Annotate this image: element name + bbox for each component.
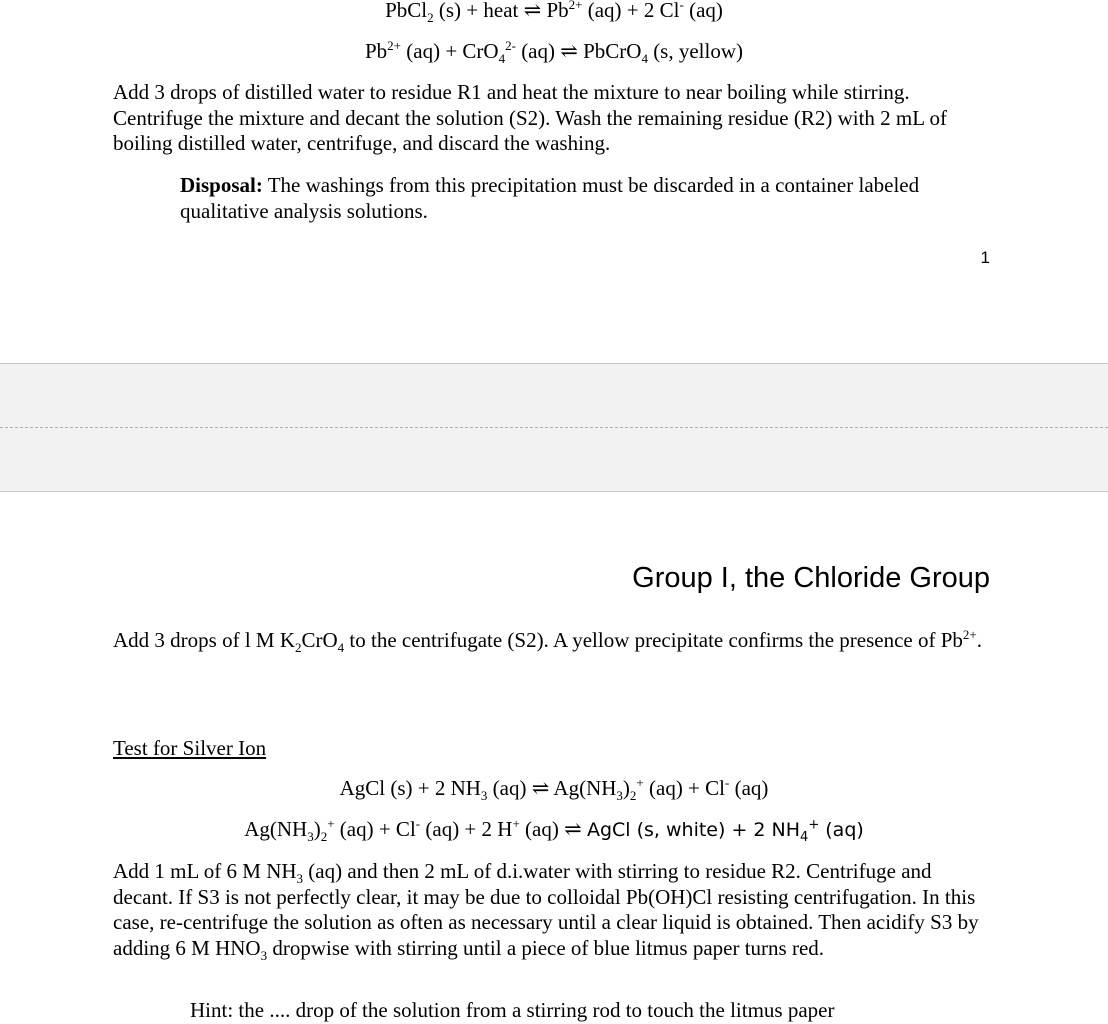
eq-text: (aq) + Cl bbox=[643, 776, 725, 800]
paragraph-k2cro4-test bbox=[113, 628, 993, 654]
eq-sup: 2+ bbox=[568, 0, 583, 12]
equation-agcl-reprecipitation bbox=[0, 817, 1108, 844]
eq-sub: 4 bbox=[800, 829, 809, 845]
eq-text: ) bbox=[622, 776, 630, 800]
eq-text: (s) + heat ⇌ Pb bbox=[433, 0, 569, 22]
para-text: . bbox=[976, 628, 982, 652]
eq-text: AgCl (s) + 2 NH bbox=[339, 776, 481, 800]
page-break-gap bbox=[0, 363, 1108, 492]
eq-text: PbCl bbox=[385, 0, 428, 22]
eq-text: (aq) ⇌ PbCrO bbox=[515, 39, 642, 63]
eq-sub: 2 bbox=[427, 10, 434, 26]
eq-sub: 2 bbox=[320, 829, 328, 845]
eq-text: Ag(NH bbox=[244, 817, 308, 841]
disposal-label: Disposal: bbox=[180, 173, 263, 197]
eq-text: AgCl (s, white) + 2 NH bbox=[586, 819, 801, 841]
page-number: 1 bbox=[980, 248, 990, 267]
eq-text: (aq) bbox=[729, 776, 769, 800]
equation-pbcro4-precipitation bbox=[0, 39, 1108, 65]
eq-text: (aq) ⇌ bbox=[519, 817, 587, 841]
cutoff-hint-line: Hint: the .... drop of the solution from a stirring rod to touch the litmus paper bbox=[190, 998, 835, 1022]
eq-sub: 4 bbox=[641, 51, 648, 67]
eq-sup: - bbox=[415, 816, 421, 831]
eq-sub: 3 bbox=[480, 788, 488, 804]
para-text: dropwise with stirring until a piece of blue litmus paper turns red. bbox=[267, 935, 825, 960]
eq-text: (aq) + 2 H bbox=[420, 817, 513, 841]
eq-sup: - bbox=[725, 775, 730, 790]
para-text: CrO bbox=[301, 628, 338, 652]
eq-text: (aq) + CrO bbox=[401, 39, 499, 63]
eq-text: (s, yellow) bbox=[647, 39, 744, 63]
page-separator-line bbox=[0, 427, 1108, 428]
paragraph-residue-r1: Add 3 drops of distilled water to residue R1 and heat the mixture to near boiling while stirring. Centrifuge the mixture and decant the solution (S2). Wash the remaining residue (R2) with 2 mL of boiling distilled water, centrifuge, and discard the washing. bbox=[113, 80, 948, 155]
eq-text: ) bbox=[313, 817, 321, 841]
para-text: Add 1 mL of 6 M NH bbox=[113, 859, 297, 883]
eq-text: (aq) bbox=[819, 819, 864, 841]
eq-text: (aq) + 2 Cl bbox=[582, 0, 680, 22]
eq-sup: + bbox=[327, 816, 335, 831]
disposal-text: The washings from this precipitation must be discarded in a container labeled qualitative analysis solutions. bbox=[180, 173, 920, 223]
para-text: (aq) and then 2 mL of d.i.water with stirring to residue R2. Centrifuge and decant. If S3 is not perfectly clear, it may be due to colloidal Pb(OH)Cl resisting centrifugation. In this case, re-centrifuge the solution as often as necessary until a clear liquid is obtained. Then acidify S3 by adding 6 M HNO bbox=[113, 859, 979, 960]
page-header-title: Group I, the Chloride Group bbox=[632, 562, 990, 594]
para-sub: 3 bbox=[260, 947, 268, 963]
eq-sub: 3 bbox=[616, 788, 623, 804]
eq-sub: 2 bbox=[629, 788, 637, 804]
eq-sans-part bbox=[586, 817, 864, 845]
eq-sub: 4 bbox=[498, 51, 506, 67]
eq-sup: 2- bbox=[505, 38, 516, 53]
para-sub: 4 bbox=[337, 640, 345, 656]
equation-agcl-dissolution bbox=[0, 776, 1108, 802]
eq-text: (aq) + Cl bbox=[334, 817, 416, 841]
eq-text: (aq) bbox=[683, 0, 723, 22]
eq-sub: 3 bbox=[307, 829, 314, 845]
equation-pbcl2-dissolution bbox=[0, 0, 1108, 24]
eq-text: (aq) ⇌ Ag(NH bbox=[487, 776, 617, 800]
eq-sup: + bbox=[808, 817, 820, 833]
para-sub: 3 bbox=[296, 871, 304, 887]
eq-text: Pb bbox=[364, 39, 388, 63]
eq-sup: + bbox=[512, 816, 520, 831]
para-sub: 2 bbox=[295, 640, 302, 656]
section-title-silver-ion: Test for Silver Ion bbox=[113, 736, 267, 760]
disposal-note bbox=[180, 173, 990, 224]
eq-sup: + bbox=[636, 775, 644, 790]
eq-sup: - bbox=[679, 0, 684, 12]
para-sup: 2+ bbox=[962, 627, 977, 642]
para-text: to the centrifugate (S2). A yellow precipitate confirms the presence of Pb bbox=[344, 628, 963, 652]
paragraph-nh3-treatment bbox=[113, 859, 993, 961]
para-text: Add 3 drops of l M K bbox=[113, 628, 295, 652]
eq-sup: 2+ bbox=[387, 38, 402, 53]
